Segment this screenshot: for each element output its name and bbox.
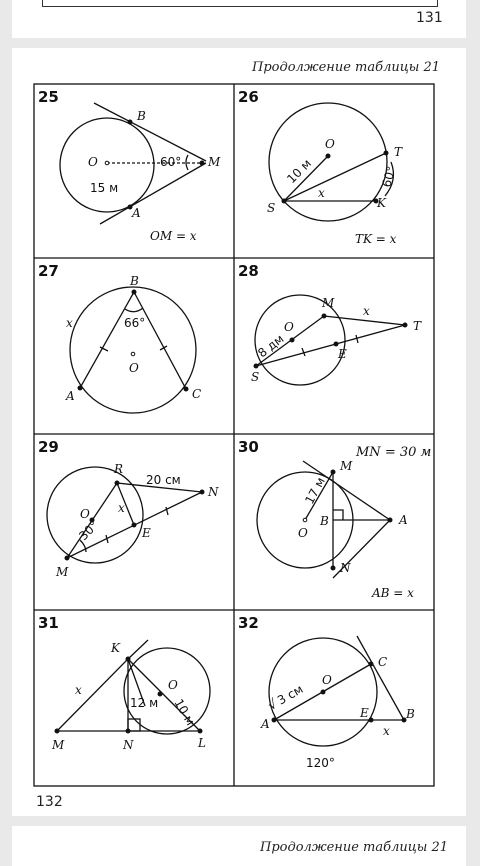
point-label: N [123,738,134,752]
unknown-label: x [75,683,82,697]
point-label: A [66,389,75,403]
problem-number: 31 [38,614,59,632]
point-label: O [88,155,98,169]
point-label: O [284,320,294,334]
point-label: B [130,274,139,288]
point-label: B [406,707,415,721]
unknown-label: x [318,186,325,200]
point-label: M [322,296,335,310]
point-label: S [267,201,276,215]
point-label: B [320,514,329,528]
point-label: M [56,565,69,579]
point-label: C [378,655,388,669]
unknown-label: x [383,724,390,738]
sqrt-sign: √ [265,696,281,714]
given-label: MN = 30 м [356,445,432,460]
angle-label: 66° [124,316,146,330]
length-label: 10 м [284,156,315,187]
length-label: 3 см [274,681,306,708]
point-label: B [137,109,146,123]
answer-label: TK = x [355,232,397,246]
figure-27 [70,287,196,413]
problem-number: 32 [238,614,259,632]
problem-number: 25 [38,88,59,106]
point-label: C [192,387,202,401]
arc-label: 60° [379,164,399,189]
unknown-label: x [66,316,73,330]
problem-number: 27 [38,262,59,280]
point-label: M [52,738,65,752]
point-label: O [168,678,178,692]
point-label: T [413,319,422,333]
answer-label: OM = x [150,229,197,243]
point-label: O [298,526,308,540]
chord-length-label [265,682,306,714]
point-label: A [399,513,408,527]
point-label: O [80,507,90,521]
point-label: E [338,347,347,361]
point-label: O [325,137,335,151]
point-label: O [129,361,139,375]
point-label: E [360,706,369,720]
angle-label: 30° [76,518,102,544]
page-number: 132 [36,794,63,810]
problem-number: 29 [38,438,59,456]
point-label: A [132,206,141,220]
point-label: N [340,561,351,575]
unknown-label: x [118,501,125,515]
length-label: 15 м [90,181,119,195]
table-continuation-title: Продолжение таблицы 21 [252,60,441,75]
page-number-top: 131 [416,10,443,26]
point-label: M [208,155,221,169]
next-page-continuation-title: Продолжение таблицы 21 [260,840,449,855]
angle-label: 60° [160,155,182,169]
point-label: L [198,736,206,750]
problem-number: 30 [238,438,259,456]
point-label: R [114,462,124,476]
problem-number: 26 [238,88,259,106]
point-label: K [111,641,120,655]
point-label: M [340,459,353,473]
point-label: N [208,485,219,499]
point-label: K [377,196,386,210]
length-label: 12 м [130,696,159,710]
point-label: T [394,145,403,159]
length-label: 20 см [146,473,181,487]
point-label: O [322,673,332,687]
length-label: 8 дм [255,331,287,361]
point-label: S [251,370,260,384]
unknown-label: x [363,304,370,318]
arc-label: 120° [306,756,335,770]
point-label: E [142,526,151,540]
answer-label: AB = x [372,586,414,600]
figure-26 [269,103,393,221]
length-label: 17 м [302,474,328,507]
length-label: 10 м [171,696,198,728]
point-label: A [261,717,270,731]
problem-number: 28 [238,262,259,280]
